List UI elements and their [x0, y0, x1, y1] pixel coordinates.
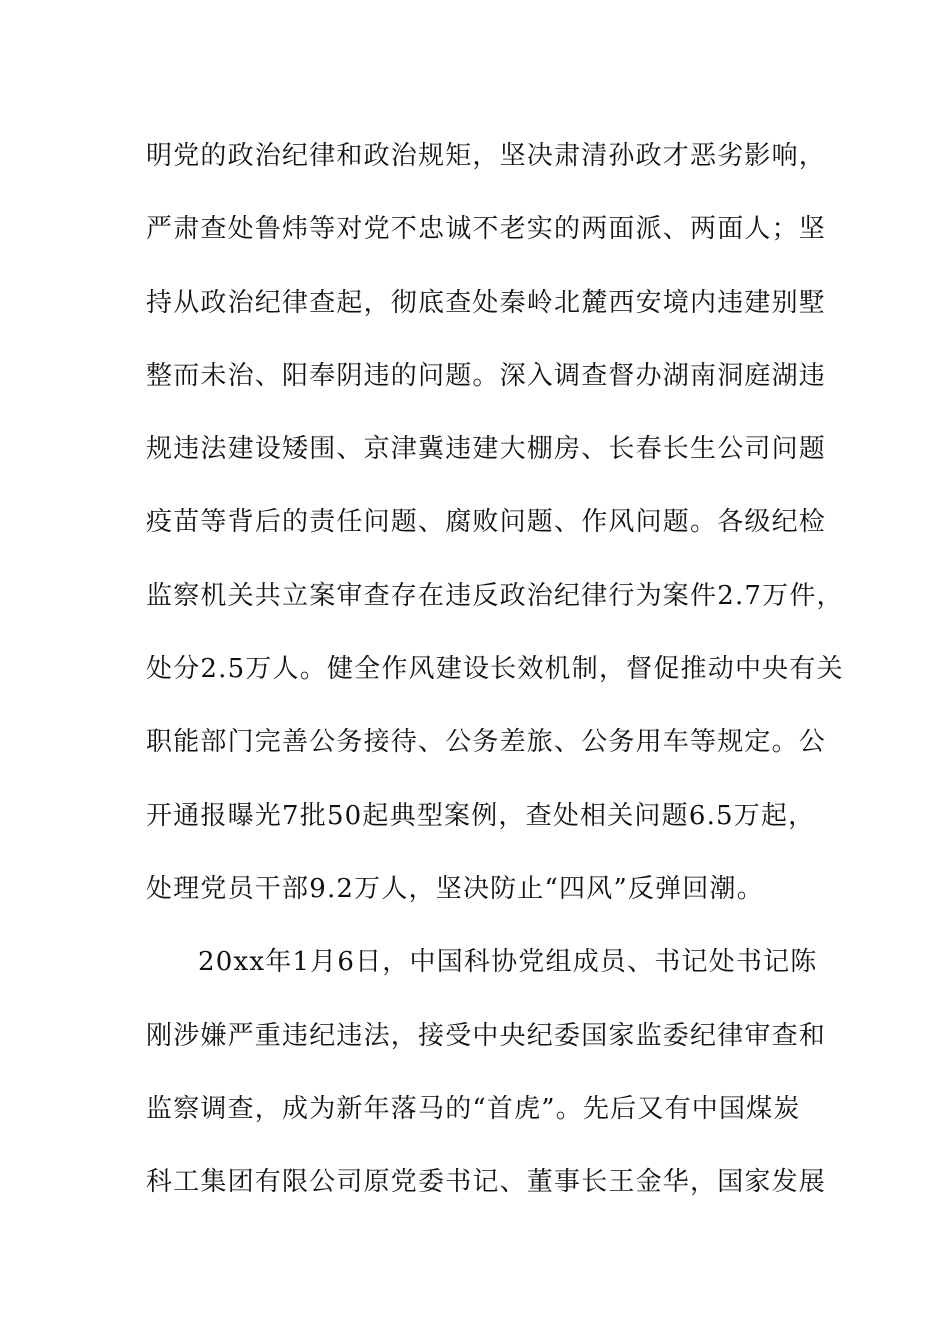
text-line: 明党的政治纪律和政治规矩，坚决肃清孙政才恶劣影响，: [146, 141, 827, 171]
text-line: 开通报曝光7批50起典型案例，查处相关问题6.5万起，: [146, 800, 816, 831]
text-line: 职能部门完善公务接待、公务差旅、公务用车等规定。公: [146, 727, 827, 758]
text-line: 处分2.5万人。健全作风建设长效机制，督促推动中央有关: [146, 654, 844, 685]
body-text: [146, 130, 844, 1229]
text-line: 刚涉嫌严重违纪违法，接受中央纪委国家监委纪律审查和: [146, 1020, 827, 1051]
text-line: 科工集团有限公司原党委书记、董事长王金华，国家发展: [146, 1167, 827, 1198]
paragraph-start-line: 20xx年1月6日，中国科协党组成员、书记处书记陈: [198, 947, 818, 978]
text-line: 持从政治纪律查起，彻底查处秦岭北麓西安境内违建别墅: [146, 287, 827, 318]
text-line: 疫苗等背后的责任问题、腐败问题、作风问题。各级纪检: [146, 507, 827, 538]
text-line: 监察机关共立案审查存在违反政治纪律行为案件2.7万件，: [146, 580, 844, 611]
text-line: 整而未治、阳奉阴违的问题。深入调查督办湖南洞庭湖违: [146, 360, 827, 391]
text-line: 规违法建设矮围、京津冀违建大棚房、长春长生公司问题: [146, 434, 827, 465]
text-line: 严肃查处鲁炜等对党不忠诚不老实的两面派、两面人；坚: [146, 214, 827, 245]
text-line: 处理党员干部9.2万人，坚决防止“四风”反弹回潮。: [146, 873, 764, 904]
text-line: 监察调查，成为新年落马的“首虎”。先后又有中国煤炭: [146, 1093, 801, 1124]
